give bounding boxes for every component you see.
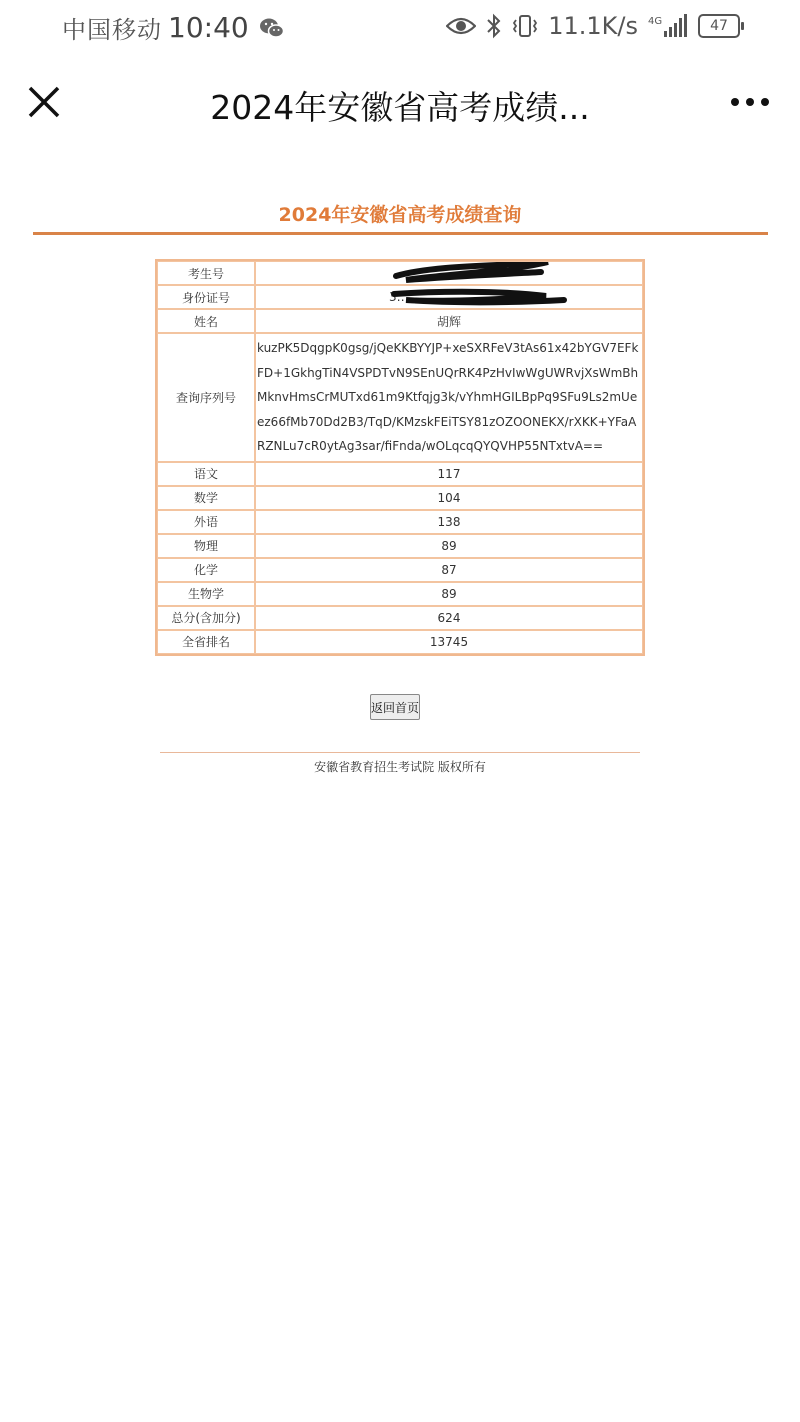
eye-icon <box>446 16 476 36</box>
subject-score: 89 <box>255 582 643 606</box>
subject-label: 外语 <box>157 510 255 534</box>
table-row <box>157 558 643 582</box>
table-row <box>157 486 643 510</box>
total-score-value: 624 <box>255 606 643 630</box>
serial-label: 查询序列号 <box>157 333 255 462</box>
wechat-icon <box>259 17 285 39</box>
table-row <box>157 333 643 462</box>
name-label: 姓名 <box>157 309 255 333</box>
exam-id-label: 考生号 <box>157 261 255 285</box>
table-row <box>157 510 643 534</box>
close-icon[interactable] <box>24 82 64 122</box>
page-heading: 2024年安徽省高考成绩查询 <box>278 204 522 226</box>
heading-divider <box>33 232 768 235</box>
network-speed: 11.1K/s <box>548 12 638 40</box>
exam-id-value <box>255 261 643 285</box>
battery-indicator: 47 <box>698 14 740 38</box>
province-rank-label: 全省排名 <box>157 630 255 654</box>
exam-id-visible-text: …092 <box>471 266 506 280</box>
subject-score: 87 <box>255 558 643 582</box>
back-home-button[interactable]: 返回首页 <box>370 694 420 720</box>
subject-label: 物理 <box>157 534 255 558</box>
table-row <box>157 261 643 285</box>
subject-label: 化学 <box>157 558 255 582</box>
subject-label: 数学 <box>157 486 255 510</box>
table-row <box>157 534 643 558</box>
more-icon[interactable] <box>730 94 770 110</box>
network-type-label: 4G <box>648 16 663 27</box>
carrier-name: 中国移动 <box>62 16 162 44</box>
subject-score: 89 <box>255 534 643 558</box>
subject-score: 104 <box>255 486 643 510</box>
name-value: 胡辉 <box>255 309 643 333</box>
id-card-visible-text: 3… <box>389 290 409 304</box>
table-row <box>157 630 643 654</box>
nav-title: 2024年安徽省高考成绩... <box>210 88 590 127</box>
id-card-label: 身份证号 <box>157 285 255 309</box>
vibrate-icon <box>512 14 538 38</box>
signal-icon <box>648 13 688 39</box>
status-bar <box>0 0 800 56</box>
table-row <box>157 309 643 333</box>
nav-bar <box>0 64 800 144</box>
subject-label: 语文 <box>157 462 255 486</box>
id-card-value <box>255 285 643 309</box>
subject-label: 生物学 <box>157 582 255 606</box>
table-row <box>157 285 643 309</box>
serial-value: kuzPK5DqgpK0gsg/jQeKKBYYJP+xeSXRFeV3tAs61x42bYGV7EFkFD+1GkhgTiN4VSPDTvN9SEnUQrRK4PzHvIwWgUWRvjXsWmBhMknvHmsCrMUTxd61m9Ktfqjg3k/vYhmHGILBpPq9SFu9Ls2mUeez66fMb70Dd2B3/TqD/KMzskFEiTSY81zOZOONEKX/rXKK+YFaARZNLu7cR0ytAg3sar/fiFnda/wOLqcqQYQVHP55NTxtvA== <box>255 333 643 462</box>
clock-time: 10:40 <box>168 11 249 44</box>
redaction-scribble <box>256 262 644 286</box>
table-row <box>157 582 643 606</box>
province-rank-value: 13745 <box>255 630 643 654</box>
score-table <box>155 259 645 656</box>
footer-divider <box>160 752 640 753</box>
subject-score: 138 <box>255 510 643 534</box>
total-score-label: 总分(含加分) <box>157 606 255 630</box>
redaction-scribble <box>256 286 644 310</box>
bluetooth-icon <box>486 13 502 39</box>
subject-score: 117 <box>255 462 643 486</box>
table-row <box>157 462 643 486</box>
footer-copyright: 安徽省教育招生考试院 版权所有 <box>314 760 486 774</box>
table-row <box>157 606 643 630</box>
